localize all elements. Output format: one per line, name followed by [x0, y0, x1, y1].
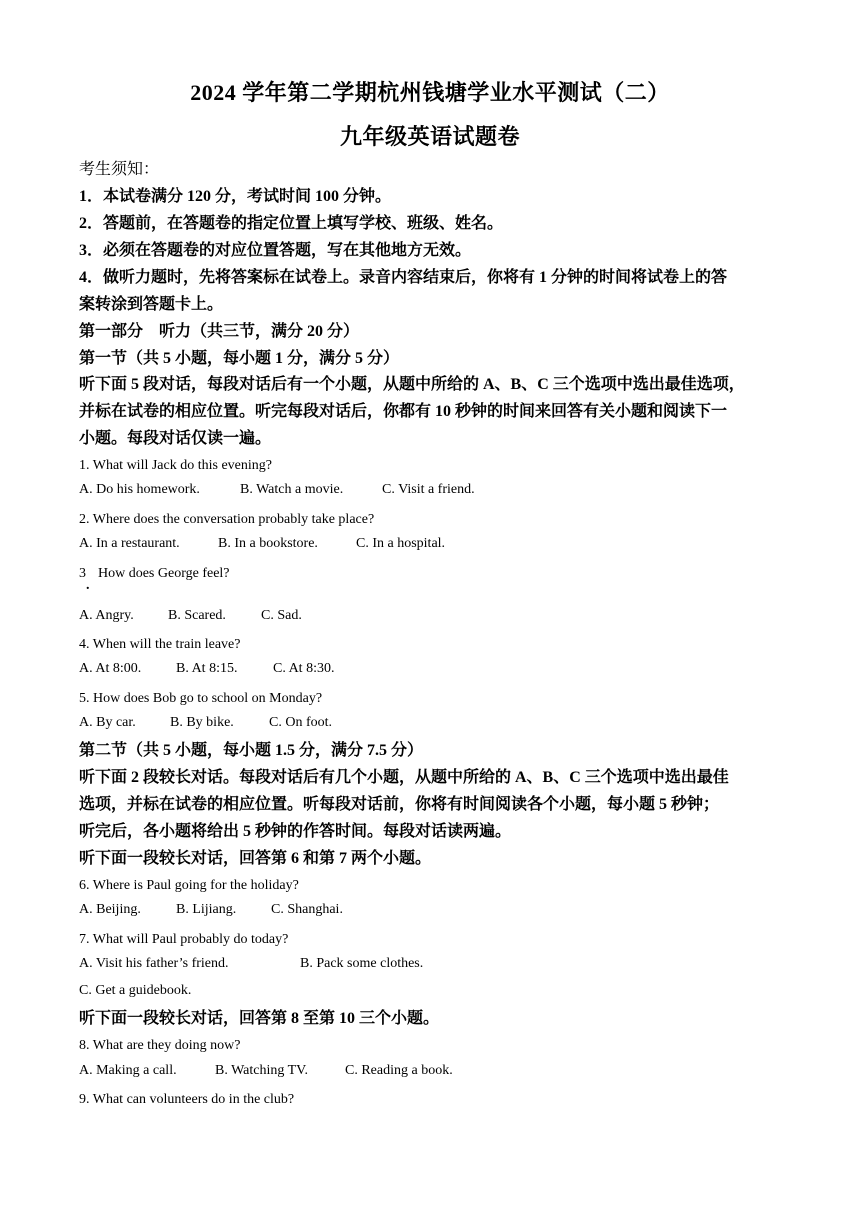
option-b: B. Scared.: [168, 608, 226, 623]
option-b: B. Pack some clothes.: [300, 956, 424, 971]
option-c: C. Get a guidebook.: [79, 983, 192, 998]
section1-instruction: 并标在试卷的相应位置。听完每段对话后，你都有 10 秒钟的时间来回答有关小题和阅读下一: [79, 403, 728, 420]
option-c: C. Shanghai.: [271, 902, 343, 917]
section2-instruction: 听下面 2 段较长对话。每段对话后有几个小题，从题中所给的 A、B、C 三个选项中选出最佳: [79, 769, 729, 786]
notice-heading: 考生须知：: [79, 161, 160, 178]
option-b: B. At 8:15.: [176, 661, 238, 676]
dialog-heading: 听下面一段较长对话，回答第 8 至第 10 三个小题。: [79, 1010, 440, 1027]
option-b: B. Watching TV.: [215, 1063, 308, 1078]
section2-instruction: 听完后，各小题将给出 5 秒钟的作答时间。每段对话读两遍。: [79, 823, 512, 840]
notice-item: 4．做听力题时，先将答案标在试卷上。录音内容结束后，你将有 1 分钟的时间将试卷上的答: [79, 269, 728, 286]
option-a: A. Beijing.: [79, 902, 141, 917]
notice-item: 2．答题前，在答题卷的指定位置上填写学校、班级、姓名。: [79, 215, 504, 232]
question-number-dot: .: [86, 578, 90, 593]
option-a: A. Do his homework.: [79, 482, 200, 497]
option-c: C. Visit a friend.: [382, 482, 475, 497]
option-a: A. By car.: [79, 715, 136, 730]
section1-instruction: 小题。每段对话仅读一遍。: [79, 430, 272, 447]
option-a: A. Visit his father’s friend.: [79, 956, 229, 971]
notice-item: 3．必须在答题卷的对应位置答题，写在其他地方无效。: [79, 242, 472, 259]
dialog-heading: 听下面一段较长对话，回答第 6 和第 7 两个小题。: [79, 850, 432, 867]
option-b: B. In a bookstore.: [218, 536, 318, 551]
exam-subtitle: 九年级英语试题卷: [339, 124, 520, 149]
section1-instruction: 听下面 5 段对话，每段对话后有一个小题，从题中所给的 A、B、C 三个选项中选出最佳选项，: [79, 376, 745, 393]
section2-instruction: 选项，并标在试卷的相应位置。听每段对话前，你将有时间阅读各个小题，每小题 5 秒钟；: [79, 796, 720, 813]
option-b: B. Lijiang.: [176, 902, 237, 917]
option-c: C. At 8:30.: [273, 661, 335, 676]
question-stem: How does George feel?: [98, 566, 230, 581]
section1-heading: 第一节（共 5 小题，每小题 1 分，满分 5 分）: [79, 350, 400, 367]
question-stem: 7. What will Paul probably do today?: [79, 932, 289, 947]
option-c: C. Reading a book.: [345, 1063, 453, 1078]
notice-item: 1．本试卷满分 120 分，考试时间 100 分钟。: [79, 188, 392, 205]
option-c: C. In a hospital.: [356, 536, 446, 551]
question-stem: 5. How does Bob go to school on Monday?: [79, 691, 323, 706]
question-stem: 9. What can volunteers do in the club?: [79, 1092, 295, 1107]
notice-item: 案转涂到答题卡上。: [79, 296, 224, 313]
question-stem: 8. What are they doing now?: [79, 1038, 241, 1053]
part1-heading: 第一部分 听力（共三节，满分 20 分）: [79, 323, 360, 340]
question-stem: 2. Where does the conversation probably take place?: [79, 512, 375, 527]
question-stem: 4. When will the train leave?: [79, 637, 241, 652]
option-b: B. Watch a movie.: [240, 482, 344, 497]
option-a: A. Angry.: [79, 608, 134, 623]
question-stem: 1. What will Jack do this evening?: [79, 458, 272, 473]
exam-title: 2024 学年第二学期杭州钱塘学业水平测试（二）: [190, 80, 670, 105]
option-a: A. In a restaurant.: [79, 536, 180, 551]
section2-heading: 第二节（共 5 小题，每小题 1.5 分，满分 7.5 分）: [79, 742, 424, 759]
option-c: C. Sad.: [261, 608, 302, 623]
question-stem: 6. Where is Paul going for the holiday?: [79, 878, 299, 893]
option-b: B. By bike.: [170, 715, 234, 730]
option-a: A. Making a call.: [79, 1063, 177, 1078]
option-c: C. On foot.: [269, 715, 332, 730]
question-number: 3: [79, 566, 86, 581]
option-a: A. At 8:00.: [79, 661, 142, 676]
